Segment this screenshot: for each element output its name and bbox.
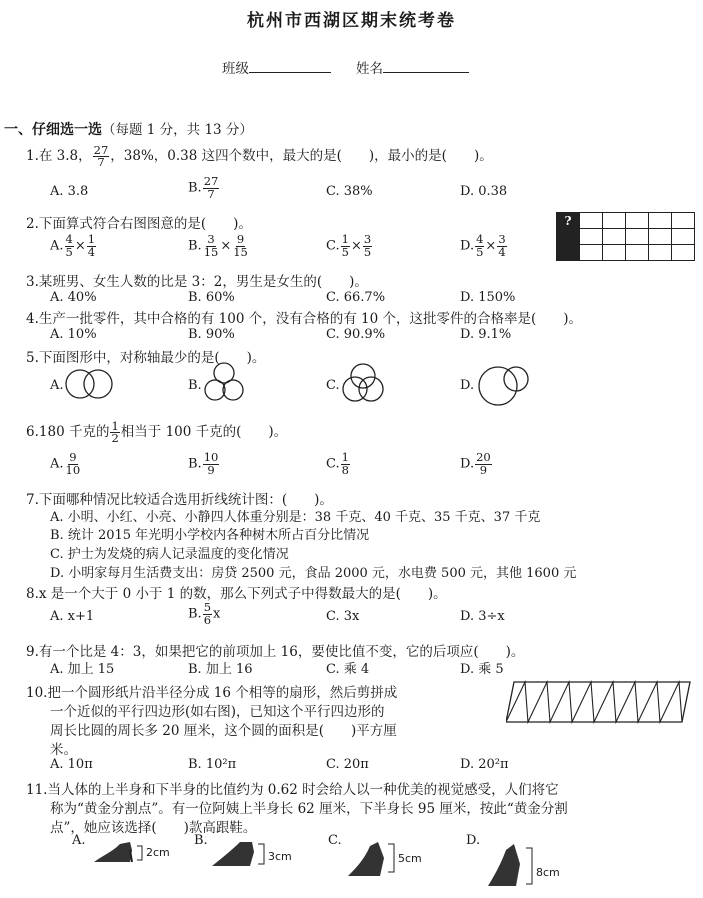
question-7: 7.下面哪种情况比较适合选用折线统计图：( )。: [26, 492, 333, 508]
q1-option-a[interactable]: A. 3.8: [50, 184, 89, 199]
question-8: 8.x 是一个大于 0 小于 1 的数，那么下列式子中得数最大的是( )。: [26, 586, 447, 602]
question-10-line-2: 一个近似的平行四边形(如右图)，已知这个平行四边形的: [50, 704, 385, 720]
q9-option-b[interactable]: B. 加上 16: [188, 662, 253, 677]
q9-option-c[interactable]: C. 乘 4: [326, 662, 370, 677]
q11-option-a[interactable]: A.: [72, 833, 86, 848]
section-heading: 一、仔细选一选（每题 1 分，共 13 分）: [4, 122, 253, 138]
q8-option-a[interactable]: A. x+1: [50, 609, 95, 624]
question-11-line-2: 称为“黄金分割点”。有一位阿姨上半身长 62 厘米，下半身长 95 厘米，按此“黄金分割: [50, 801, 568, 817]
name-label: 姓名: [356, 61, 383, 77]
q2-option-a[interactable]: A. $\frac{4}{5}$ × $\frac{1}{4}$: [50, 232, 96, 259]
q10-option-a[interactable]: A. 10π: [50, 757, 93, 772]
heel-height-b: 3cm: [268, 850, 292, 863]
q8-option-c[interactable]: C. 3x: [326, 609, 360, 624]
q6-option-d[interactable]: D. $\frac{20}{9}$: [460, 450, 491, 477]
q4-option-a[interactable]: A. 10%: [50, 327, 97, 342]
heel-height-d: 8cm: [536, 866, 560, 879]
q7-option-a[interactable]: A. 小明、小红、小亮、小静四人体重分别是：38 千克、40 千克、35 千克、37 千克: [50, 510, 541, 525]
three-circles-figure: [202, 360, 246, 404]
q5-option-d[interactable]: D.: [460, 378, 475, 393]
q2-option-c[interactable]: C. $\frac{1}{5}$ × $\frac{3}{5}$: [326, 232, 372, 259]
class-label: 班级: [222, 61, 249, 77]
question-10-line-3: 周长比圆的周长多 20 厘米，这个圆的面积是( )平方厘: [50, 723, 397, 739]
q2-option-b[interactable]: B. $\frac{3}{15}$ × $\frac{9}{15}$: [188, 232, 248, 259]
heel-height-c: 5cm: [398, 852, 422, 865]
grid-question-mark: ?: [564, 213, 572, 228]
name-blank: [383, 72, 469, 73]
q1-option-d[interactable]: D. 0.38: [460, 184, 508, 199]
name-field: [356, 57, 469, 77]
q6-option-c[interactable]: C. $\frac{1}{8}$: [326, 450, 349, 477]
q2-option-d[interactable]: D. $\frac{4}{5}$ × $\frac{3}{4}$: [460, 232, 506, 259]
heel-height-a: 2cm: [146, 846, 170, 859]
question-2: 2.下面算式符合右图图意的是( )。: [26, 216, 252, 232]
very-high-heel-shoe-icon: [484, 840, 540, 892]
class-blank: [249, 72, 331, 73]
q11-option-c[interactable]: C.: [328, 833, 342, 848]
q5-option-c[interactable]: C.: [326, 378, 340, 393]
two-circles-figure: [64, 367, 114, 401]
class-field: [222, 57, 331, 77]
q7-option-d[interactable]: D. 小明家每月生活费支出：房贷 2500 元，食品 2000 元，水电费 500 元，其他 1600 元: [50, 566, 577, 581]
q9-option-d[interactable]: D. 乘 5: [460, 662, 504, 677]
q4-option-c[interactable]: C. 90.9%: [326, 327, 386, 342]
q11-option-d[interactable]: D.: [466, 833, 481, 848]
question-11-line-3: 点”，她应该选择( )款高跟鞋。: [50, 820, 257, 836]
question-10-line-4: 米。: [50, 742, 77, 758]
question-4: 4.生产一批零件，其中合格的有 100 个，没有合格的有 10 个，这批零件的合格率是( )。: [26, 311, 583, 327]
q8-option-b[interactable]: B. $\frac{5}{6}$ x: [188, 600, 221, 627]
q1-option-c[interactable]: C. 38%: [326, 184, 373, 199]
q8-option-d[interactable]: D. 3÷x: [460, 609, 505, 624]
question-5: 5.下面图形中，对称轴最少的是( )。: [26, 350, 266, 366]
fraction: $\frac{27}{7}$: [93, 142, 109, 169]
page-title: 杭州市西湖区期末统考卷: [247, 11, 456, 31]
question-10-line-1: 10.把一个圆形纸片沿半径分成 16 个相等的扇形，然后剪拼成: [26, 685, 398, 701]
q7-option-c[interactable]: C. 护士为发烧的病人记录温度的变化情况: [50, 547, 289, 562]
unequal-circles-figure: [476, 364, 532, 406]
q5-option-a[interactable]: A.: [50, 378, 64, 393]
low-heel-shoe-icon: [90, 838, 146, 868]
q1-option-b[interactable]: B. $\frac{27}{7}$: [188, 174, 219, 201]
q5-option-b[interactable]: B.: [188, 378, 202, 393]
q4-option-b[interactable]: B. 90%: [188, 327, 235, 342]
question-3: 3.某班男、女生人数的比是 3：2，男生是女生的( )。: [26, 274, 368, 290]
q10-option-d[interactable]: D. 20²π: [460, 757, 509, 772]
q2-grid-figure: [556, 212, 695, 261]
q4-option-d[interactable]: D. 9.1%: [460, 327, 512, 342]
high-heel-shoe-icon: [344, 838, 400, 882]
q10-option-b[interactable]: B. 10²π: [188, 757, 237, 772]
question-11-line-1: 11.当人体的上半身和下半身的比值约为 0.62 时会给人以一种优美的视觉感受，人们将它: [26, 782, 559, 798]
q6-option-b[interactable]: B. $\frac{10}{9}$: [188, 450, 219, 477]
q3-option-b[interactable]: B. 60%: [188, 290, 235, 305]
q3-option-a[interactable]: A. 40%: [50, 290, 97, 305]
q11-option-b[interactable]: B.: [194, 833, 208, 848]
question-9: 9.有一个比是 4：3，如果把它的前项加上 16，要使比值不变，它的后项应( )。: [26, 644, 525, 660]
question-6: 6.180 千克的 $\frac{1}{2}$ 相当于 100 千克的( )。: [26, 418, 288, 445]
q10-option-c[interactable]: C. 20π: [326, 757, 369, 772]
q9-option-a[interactable]: A. 加上 15: [50, 662, 115, 677]
overlapping-three-circles-figure: [340, 360, 386, 406]
q7-option-b[interactable]: B. 统计 2015 年光明小学校内各种树木所占百分比情况: [50, 528, 370, 543]
sector-parallelogram-figure: [506, 678, 694, 726]
q3-option-c[interactable]: C. 66.7%: [326, 290, 386, 305]
q6-option-a[interactable]: A. $\frac{9}{10}$: [50, 450, 81, 477]
q3-option-d[interactable]: D. 150%: [460, 290, 516, 305]
question-1: 1.在 3.8， $\frac{27}{7}$ ，38%，0.38 这四个数中，最大的是( )，最小的是( )。: [26, 142, 493, 169]
mid-heel-shoe-icon: [208, 838, 268, 872]
